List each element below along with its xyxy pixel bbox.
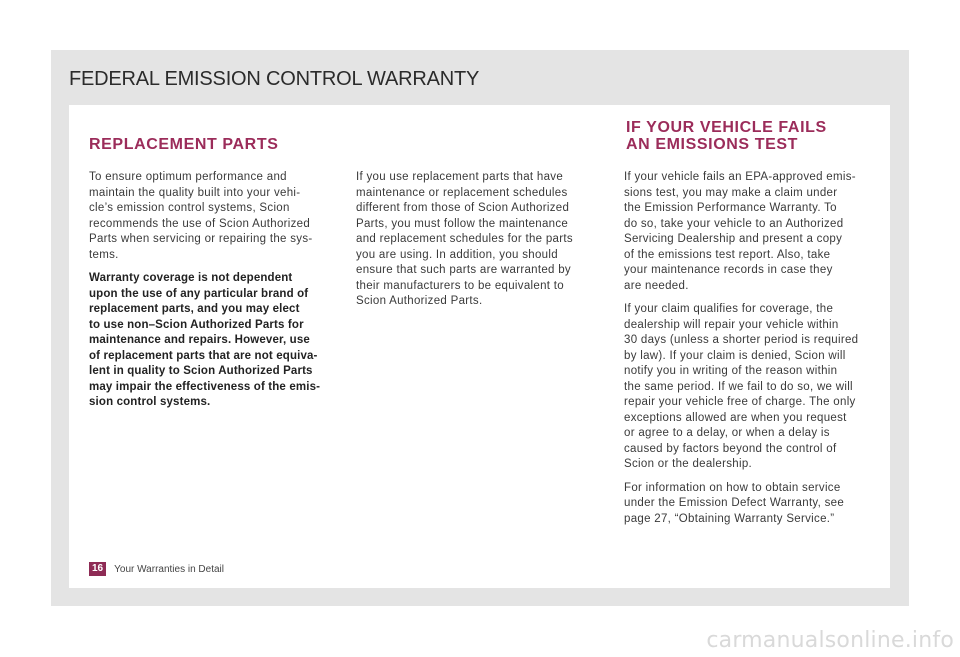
text-line: exceptions allowed are when you request: [624, 411, 847, 424]
text-line: Scion Authorized Parts.: [356, 295, 483, 307]
text-line: their manufacturers to be equivalent to: [356, 279, 564, 292]
emissions-claim-paragraph: [624, 170, 879, 294]
column-middle: [356, 170, 596, 318]
text-line: notify you in writing of the reason within: [624, 365, 838, 377]
text-line: ensure that such parts are warranted by: [356, 264, 571, 276]
emissions-test-heading-line: AN EMISSIONS TEST: [626, 136, 798, 153]
text-line: dealership will repair your vehicle within: [624, 318, 839, 331]
page-footer: [89, 562, 224, 576]
text-line: Servicing Dealership and present a copy: [624, 233, 843, 245]
text-line: Parts when servicing or repairing the sys-: [89, 233, 313, 245]
emissions-test-heading-line: IF YOUR VEHICLE FAILS: [626, 119, 827, 136]
text-line: may impair the effectiveness of the emis-: [89, 380, 321, 393]
claim-coverage-paragraph: [624, 302, 879, 473]
text-line: maintenance or replacement schedules: [356, 186, 568, 199]
text-line: or agree to a delay, or when a delay is: [624, 427, 830, 439]
text-line: upon the use of any particular brand of: [89, 287, 309, 300]
text-line: recommends the use of Scion Authorized: [89, 217, 311, 230]
text-line: For information on how to obtain service: [624, 481, 841, 494]
replacement-parts-intro: [89, 170, 339, 263]
text-line: you are using. In addition, you should: [356, 248, 558, 261]
text-line: are needed.: [624, 279, 689, 292]
text-line: page 27, “Obtaining Warranty Service.”: [624, 512, 835, 525]
page-number-badge: 16: [89, 562, 106, 576]
text-line: Warranty coverage is not dependent: [89, 272, 293, 284]
text-line: maintenance and repairs. However, use: [89, 334, 310, 346]
text-line: If you use replacement parts that have: [356, 171, 564, 183]
column-right: [624, 170, 879, 535]
text-line: different from those of Scion Authorized: [356, 202, 570, 214]
text-line: the same period. If we fail to do so, we will: [624, 380, 853, 393]
text-line: maintain the quality built into your vehi-: [89, 186, 301, 199]
text-line: tems.: [89, 248, 119, 261]
text-line: of replacement parts that are not equiva-: [89, 349, 318, 362]
text-line: repair your vehicle free of charge. The only: [624, 396, 856, 408]
section-label: Your Warranties in Detail: [114, 563, 224, 575]
text-line: under the Emission Defect Warranty, see: [624, 497, 845, 509]
column-left: [89, 170, 339, 419]
text-line: Parts, you must follow the maintenance: [356, 217, 569, 230]
text-line: If your vehicle fails an EPA-approved emis-: [624, 171, 856, 183]
text-line: caused by factors beyond the control of: [624, 442, 837, 455]
text-line: sions test, you may make a claim under: [624, 186, 838, 199]
text-line: do so, take your vehicle to an Authorized: [624, 217, 844, 230]
text-line: If your claim qualifies for coverage, the: [624, 303, 834, 315]
text-line: of the emissions test report. Also, take: [624, 248, 831, 261]
emissions-test-heading: [626, 119, 827, 153]
text-line: the Emission Performance Warranty. To: [624, 202, 837, 214]
text-line: lent in quality to Scion Authorized Parts: [89, 365, 313, 377]
replacement-schedules-paragraph: [356, 170, 596, 310]
text-line: sion control systems.: [89, 396, 211, 408]
obtaining-service-paragraph: [624, 481, 879, 528]
text-line: and replacement schedules for the parts: [356, 233, 573, 245]
text-line: Scion or the dealership.: [624, 458, 753, 470]
text-line: To ensure optimum performance and: [89, 171, 287, 183]
text-line: replacement parts, and you may elect: [89, 303, 300, 315]
replacement-parts-heading: [89, 136, 278, 153]
replacement-parts-heading-text: REPLACEMENT PARTS: [89, 136, 279, 153]
text-line: to use non–Scion Authorized Parts for: [89, 318, 304, 331]
text-line: 30 days (unless a shorter period is required: [624, 334, 859, 346]
page-title: FEDERAL EMISSION CONTROL WARRANTY: [69, 68, 480, 90]
text-line: your maintenance records in case they: [624, 264, 833, 276]
warranty-coverage-note: [89, 271, 339, 411]
text-line: by law). If your claim is denied, Scion will: [624, 349, 846, 362]
watermark: carmanualsonline.info: [706, 628, 954, 653]
text-line: cle’s emission control systems, Scion: [89, 202, 290, 214]
